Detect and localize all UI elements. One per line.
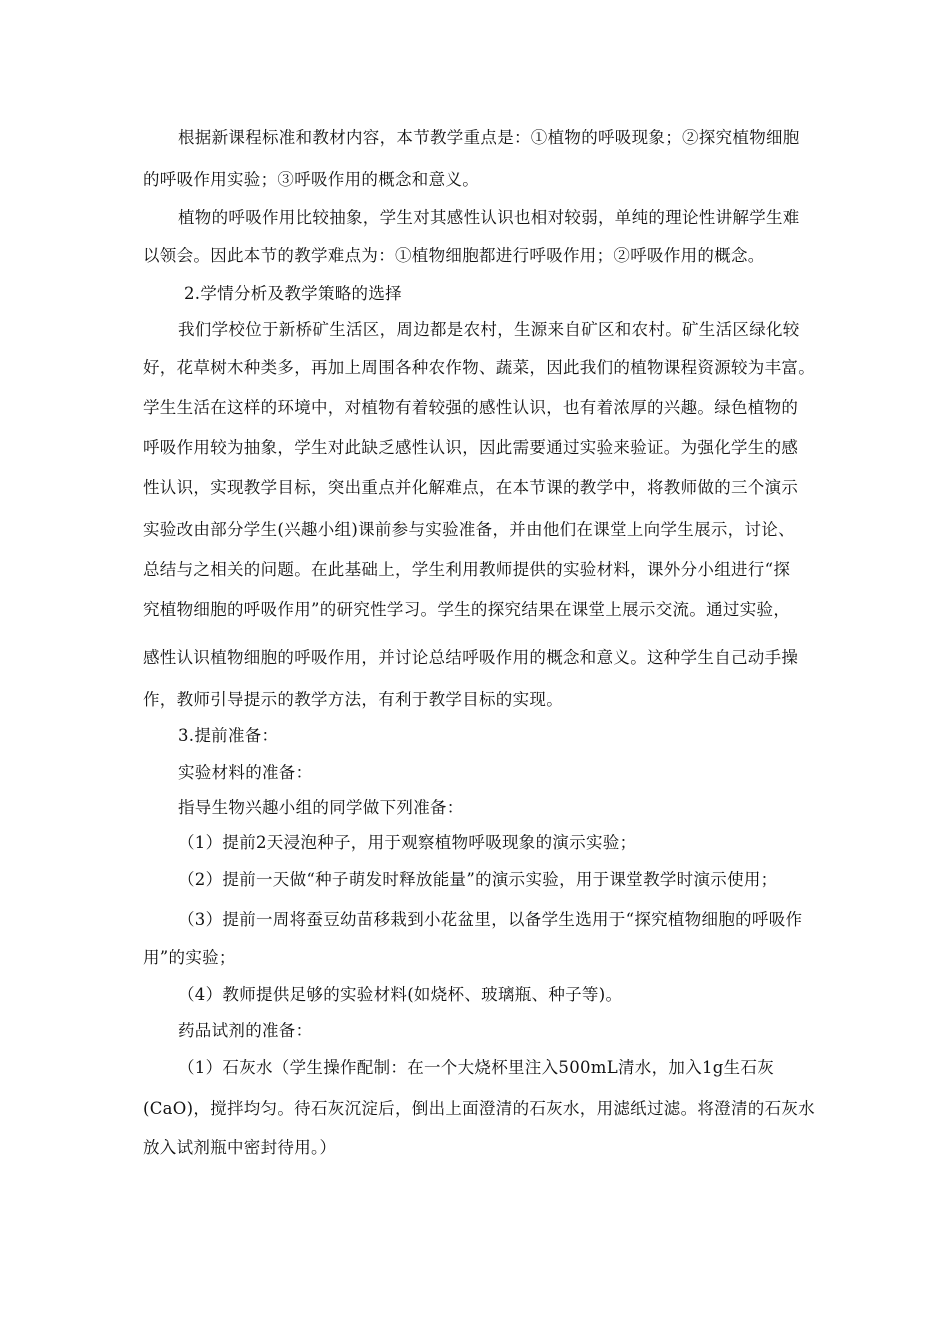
text-line: 好，花草树木种类多，再加上周围各种农作物、蔬菜，因此我们的植物课程资源较为丰富。 (143, 358, 815, 377)
text-line: 实验改由部分学生(兴趣小组)课前参与实验准备，并由他们在课堂上向学生展示，讨论、 (143, 520, 795, 539)
text-line: 的呼吸作用实验；③呼吸作用的概念和意义。 (143, 170, 479, 189)
list-item: （1）提前2天浸泡种子，用于观察植物呼吸现象的演示实验； (178, 833, 637, 852)
list-item: （4）教师提供足够的实验材料(如烧杯、玻璃瓶、种子等)。 (178, 985, 623, 1004)
list-item: （2）提前一天做“种子萌发时释放能量”的演示实验，用于课堂教学时演示使用； (178, 870, 778, 889)
text-line: 究植物细胞的呼吸作用”的研究性学习。学生的探究结果在课堂上展示交流。通过实验， (143, 600, 791, 619)
subheading: 药品试剂的准备： (178, 1021, 313, 1040)
text-line: 感性认识植物细胞的呼吸作用，并讨论总结呼吸作用的概念和意义。这种学生自己动手操 (143, 648, 799, 667)
text-line: 学生生活在这样的环境中，对植物有着较强的感性认识，也有着浓厚的兴趣。绿色植物的 (143, 398, 799, 417)
text-line: 植物的呼吸作用比较抽象，学生对其感性认识也相对较弱，单纯的理论性讲解学生难 (178, 208, 800, 227)
list-item: （3）提前一周将蚕豆幼苗移栽到小花盆里，以备学生选用于“探究植物细胞的呼吸作 (178, 910, 803, 929)
text-line: 呼吸作用较为抽象，学生对此缺乏感性认识，因此需要通过实验来验证。为强化学生的感 (143, 438, 799, 457)
text-line: 以领会。因此本节的教学难点为：①植物细胞都进行呼吸作用；②呼吸作用的概念。 (143, 246, 765, 265)
subheading: 实验材料的准备： (178, 763, 313, 782)
list-item-continuation: 用”的实验； (143, 948, 236, 967)
text-line: 我们学校位于新桥矿生活区，周边都是农村，生源来自矿区和农村。矿生活区绿化较 (178, 320, 800, 339)
list-item: （1）石灰水（学生操作配制：在一个大烧杯里注入500mL清水，加入1g生石灰 (178, 1058, 775, 1077)
section-heading: 2.学情分析及教学策略的选择 (184, 284, 402, 303)
text-line: 作，教师引导提示的教学方法，有利于教学目标的实现。 (143, 690, 563, 709)
text-line: 根据新课程标准和教材内容，本节教学重点是：①植物的呼吸现象；②探究植物细胞 (178, 128, 800, 147)
list-item-continuation: 放入试剂瓶中密封待用。） (143, 1138, 337, 1157)
text-line: 总结与之相关的问题。在此基础上，学生利用教师提供的实验材料，课外分小组进行“探 (143, 560, 791, 579)
section-heading: 3.提前准备： (178, 726, 279, 745)
text-line: 指导生物兴趣小组的同学做下列准备： (178, 798, 464, 817)
list-item-continuation: (CaO)，搅拌均匀。待石灰沉淀后，倒出上面澄清的石灰水，用滤纸过滤。将澄清的石灰水 (143, 1099, 815, 1118)
text-line: 性认识，实现教学目标，突出重点并化解难点，在本节课的教学中，将教师做的三个演示 (143, 478, 799, 497)
